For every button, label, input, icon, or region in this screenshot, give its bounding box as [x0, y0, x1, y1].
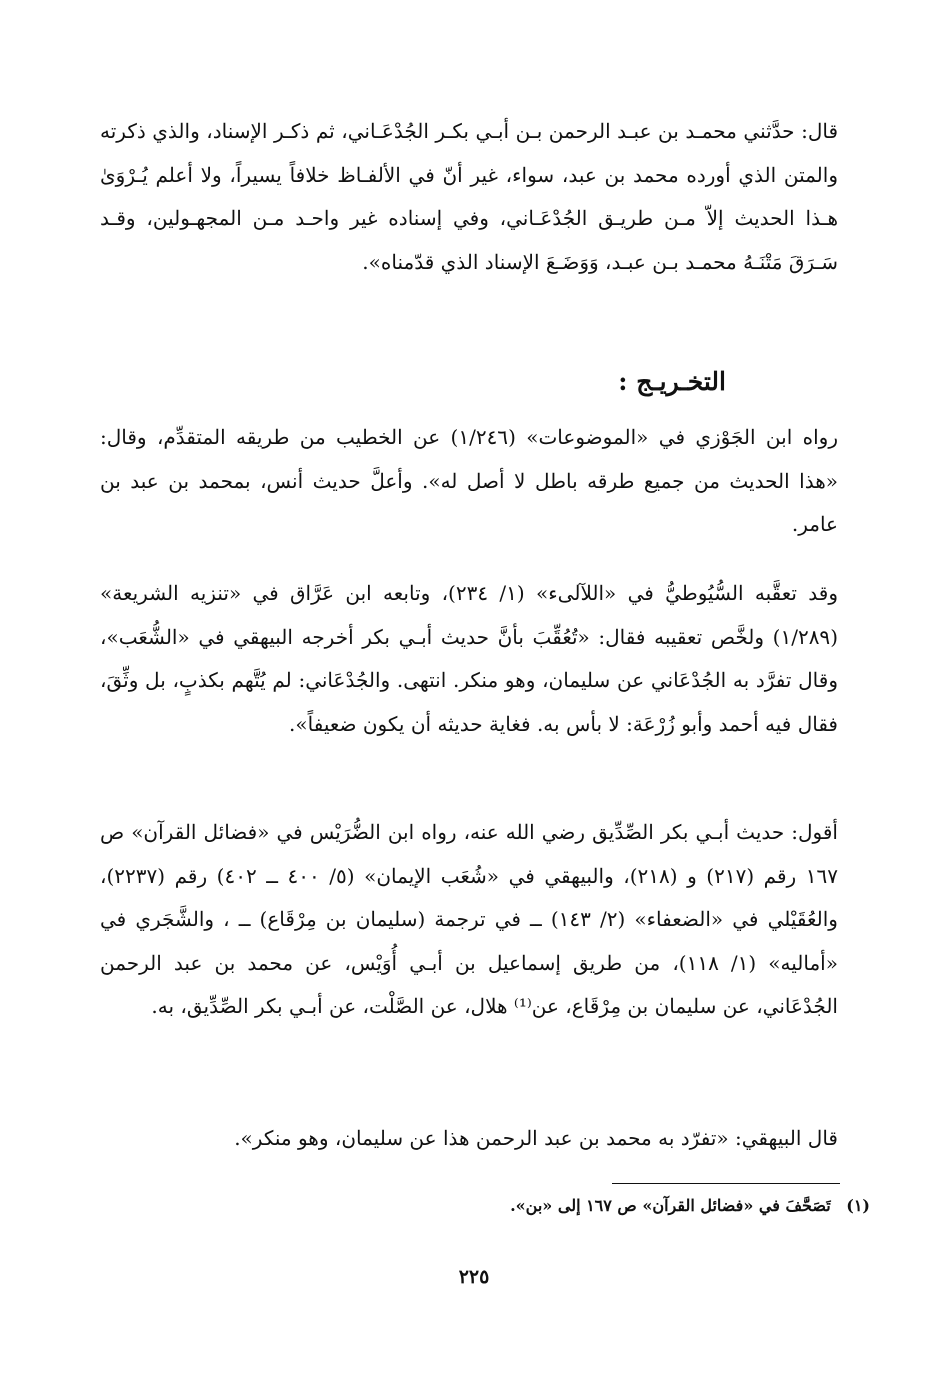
paragraph-text: قال البيهقي: «تفرّد به محمد بن عبد الرحمن هذا عن سليمان، وهو منكر». — [234, 1126, 838, 1150]
page-number: ٢٢٥ — [458, 1266, 490, 1288]
section-heading-takhrij: التخـريـج : — [618, 367, 726, 396]
paragraph-text: قال: حدَّثني محمـد بن عبـد الرحمن بـن أبـي بكـر الجُدْعَـاني، ثم ذكـر الإسناد، والذي ذكرته والمتن الذي أورده محمد بن عبد، سواء، غير أنّ في الألفـاظ خلافاً يسيراً، ولا أعلم يُـرْوَىٰ هـذا الحديث إلاّ مـن طريـق الجُدْعَـاني، وفي إسناده غير واحـد مـن المجهـولين، وقـد سَـرَقَ مَتْنَـهُ محمـد بـن عبـد، وَوَضَـعَ الإسناد الذي قدّمناه». — [100, 119, 838, 274]
paragraph-ibn-al-jawzi — [100, 416, 838, 547]
paragraph-quote-continuation — [100, 110, 838, 284]
paragraph-text: وقد تعقَّبه السُّيُوطيُّ في «اللآلىء» (١/ ٢٣٤)، وتابعه ابن عَرَّاق في «تنزيه الشريعة» (١/٢٨٩) ولخَّص تعقيبه فقال: «تُعُقِّبَ بأنَّ حديث أبـي بكر أخرجه البيهقي في «الشُّعَب»، وقال تفرَّد به الجُدْعَاني عن سليمان، وهو منكر. انتهى. والجُدْعَاني: لم يُتَّهم بكذبٍ، بل وثِّقَ، فقال فيه أحمد وأبو زُرْعَة: لا بأس به. فغاية حديثه أن يكون ضعيفاً». — [100, 581, 838, 736]
footnote-number: (١) — [846, 1196, 870, 1215]
paragraph-text: رواه ابن الجَوْزي في «الموضوعات» (١/٢٤٦) عن الخطيب من طريقه المتقدِّم، وقال: «هذا الحديث من جميع طرقه باطل لا أصل له». وأعلَّ حديث أنس، بمحمد بن عبد بن عامر. — [100, 425, 838, 536]
paragraph-text: أقول: حديث أبـي بكر الصِّدِّيق رضي الله عنه، رواه ابن الضُّرَيْس في «فضائل القرآن» ص ١٦٧ رقم (٢١٧) و (٢١٨)، والبيهقي في «شُعَب الإيمان» (٥/ ٤٠٠ ــ ٤٠٢) رقم (٢٢٣٧)، والعُقَيْلي في «الضعفاء» (٢/ ١٤٣) ــ في ترجمة (سليمان بن مِرْقَاع) ــ ، والشَّجَري في «أماليه» (١/ ١١٨)، من طريق إسماعيل بن أبـي أُوَيْس، عن محمد بن عبد الرحمن الجُدْعَاني، عن سليمان بن مِرْقَاع، عن⁽¹⁾ هلال، عن الصَّلْت، عن أبـي بكر الصِّدِّيق، به. — [100, 820, 838, 1018]
footnote-text: تَصَحَّفَ في «فضائل القرآن» ص ١٦٧ إلى «بن». — [510, 1196, 831, 1215]
paragraph-bayhaqi — [100, 1117, 838, 1161]
footnote — [400, 1190, 870, 1222]
paragraph-suyuti — [100, 572, 838, 746]
footnote-divider — [612, 1183, 840, 1184]
paragraph-author-comment — [100, 811, 838, 1029]
